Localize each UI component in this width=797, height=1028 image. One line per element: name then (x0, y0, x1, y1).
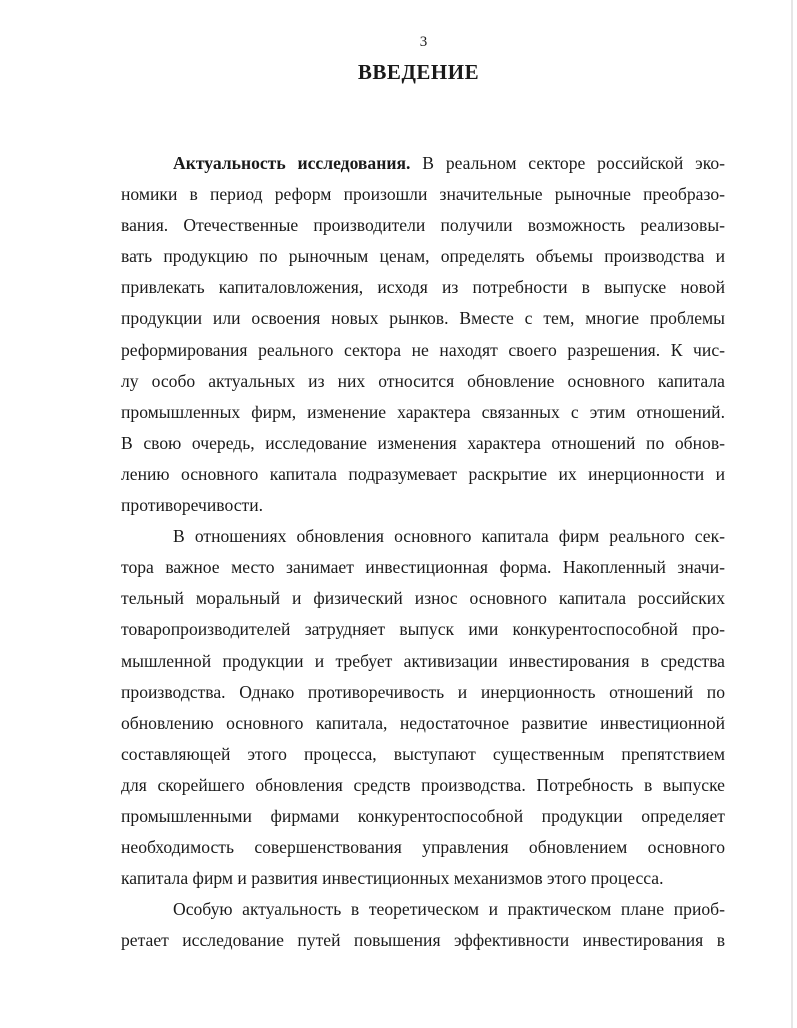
text-line: лу особо актуальных из них относится обновление основного капитала (121, 370, 725, 391)
text-line: противоречивости. (121, 495, 264, 516)
text-line: В свою очередь, исследование изменения характера отношений по обнов- (121, 432, 725, 453)
text-line: Актуальность исследования. В реальном секторе российской эко- (173, 153, 725, 173)
text-line: лению основного капитала подразумевает раскрытие их инерционности и (121, 463, 725, 484)
body-text (121, 148, 725, 956)
lead-bold-phrase: Актуальность исследования. (173, 153, 411, 173)
section-title: ВВЕДЕНИЕ (357, 60, 480, 84)
text-line: необходимость совершенствования управления обновлением основного (121, 837, 725, 858)
text-line: тельный моральный и физический износ основного капитала российских (121, 588, 725, 609)
text-line: промышленными фирмами конкурентоспособной продукции определяет (121, 805, 725, 826)
text-line: для скорейшего обновления средств производства. Потребность в выпуске (121, 774, 725, 795)
page-number: 3 (419, 34, 428, 50)
text-line: товаропроизводителей затрудняет выпуск ими конкурентоспособной про- (121, 619, 725, 640)
scan-edge (791, 0, 793, 1028)
text-line: обновлению основного капитала, недостаточное развитие инвестиционной (121, 712, 725, 733)
text-line: номики в период реформ произошли значительные рыночные преобразо- (121, 184, 725, 205)
text-line: промышленных фирм, изменение характера связанных с этим отношений. (121, 401, 725, 422)
text-line: вать продукцию по рыночным ценам, определять объемы производства и (121, 246, 725, 267)
text-line: капитала фирм и развития инвестиционных механизмов этого процесса. (121, 868, 664, 889)
text-line: В отношениях обновления основного капитала фирм реального сек- (173, 526, 725, 547)
text-line: привлекать капиталовложения, исходя из потребности в выпуске новой (121, 277, 725, 298)
text-line: производства. Однако противоречивость и инерционность отношений по (121, 681, 725, 702)
text-line: мышленной продукции и требует активизации инвестирования в средства (121, 650, 725, 671)
text-line: ретает исследование путей повышения эффективности инвестирования в (121, 930, 725, 951)
text-line: составляющей этого процесса, выступают существенным препятствием (121, 743, 725, 764)
text-line: вания. Отечественные производители получили возможность реализовы- (121, 215, 725, 236)
text-line: Особую актуальность в теоретическом и практическом плане приоб- (173, 899, 725, 920)
text-line: продукции или освоения новых рынков. Вместе с тем, многие проблемы (121, 308, 725, 329)
text-line: тора важное место занимает инвестиционная форма. Накопленный значи- (121, 557, 725, 578)
text-line: реформирования реального сектора не находят своего разрешения. К чис- (121, 339, 725, 360)
